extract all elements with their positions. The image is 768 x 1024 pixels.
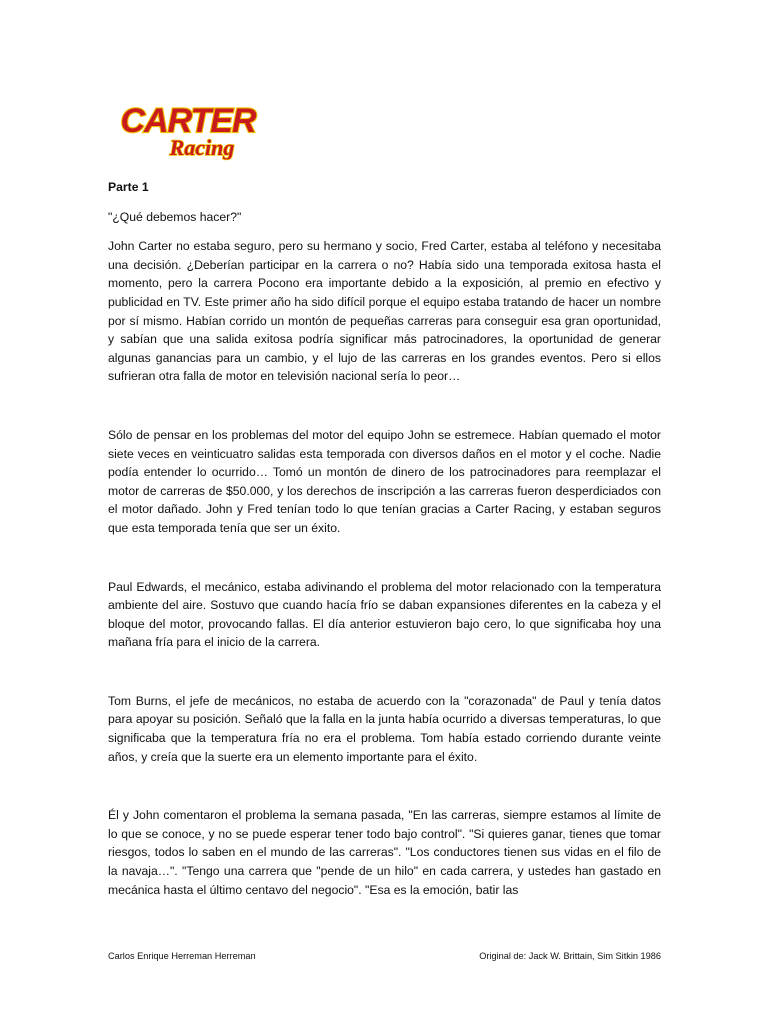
paragraph-4: Tom Burns, el jefe de mecánicos, no estaba de acuerdo con la "corazonada" de Paul y tenía datos para apoyar su posición. Señaló que la falla en la junta había ocurrido a diversas temperaturas, lo que significaba que la temperatura fría no era el problema. Tom había estado corriendo durante veinte años, y creía que la suerte era un elemento importante para el éxito. (108, 693, 661, 764)
page-footer (108, 951, 661, 961)
paragraph-1: John Carter no estaba seguro, pero su hermano y socio, Fred Carter, estaba al teléfono y necesitaba una decisión. ¿Deberían participar en la carrera o no? Había sido una temporada exitosa hasta el momento, pero la carrera Pocono era importante debido a la exposición, al premio en efectivo y publicidad en TV. Este primer año ha sido difícil porque el equipo estaba tratando de hacer un nombre por sí mismo. Habían corrido un montón de pequeñas carreras para conseguir esa gran oportunidad, y sabían que una salida exitosa podría significar más patrocinadores, la oportunidad de generar algunas ganancias para un cambio, y el lujo de las carreras en los grandes eventos. Pero si ellos sufrieran otra falla de motor en televisión nacional sería lo peor… (108, 239, 661, 384)
paragraph-5: Él y John comentaron el problema la semana pasada, "En las carreras, siempre estamos al límite de lo que se conoce, y no se puede esperar tener todo bajo control". "Si quieres ganar, tienes que tomar riesgos, todos lo saben en el mundo de las carreras". "Los conductores tienen sus vidas en el filo de la navaja…". "Tengo una carrera que "pende de un hilo" en cada carrera, y ustedes han gastado en mecánica hasta el último centavo del negocio". "Esa es la emoción, batir las (108, 808, 661, 897)
carter-racing-logo (106, 92, 269, 164)
footer-author: Carlos Enrique Herreman Herreman (108, 951, 256, 961)
svg-text:CARTER: CARTER (120, 102, 256, 140)
opening-quote: "¿Qué debemos hacer?" (108, 209, 242, 224)
section-heading: Parte 1 (108, 180, 149, 194)
footer-source: Original de: Jack W. Brittain, Sim Sitkin 1986 (479, 951, 661, 961)
document-body (108, 178, 661, 899)
paragraph-3: Paul Edwards, el mecánico, estaba adivinando el problema del motor relacionado con la temperatura ambiente del aire. Sostuvo que cuando hacía frío se daban expansiones diferentes en la cabeza y el bloque del motor, provocando fallas. El día anterior estuvieron bajo cero, lo que significaba hoy una mañana fría para el inicio de la carrera. (108, 579, 661, 650)
paragraph-2: Sólo de pensar en los problemas del motor del equipo John se estremece. Habían quemado el motor siete veces en veinticuatro salidas esta temporada con diversos daños en el motor y el coche. Nadie podía entender lo ocurrido… Tomó un montón de dinero de los patrocinadores para reemplazar el motor de carreras de $50.000, y los derechos de inscripción a las carreras fueron desperdiciados con el motor dañado. John y Fred tenían todo lo que tenían gracias a Carter Racing, y estaban seguros que esta temporada tenía que ser un éxito. (108, 427, 661, 535)
svg-text:Racing: Racing (169, 135, 235, 160)
